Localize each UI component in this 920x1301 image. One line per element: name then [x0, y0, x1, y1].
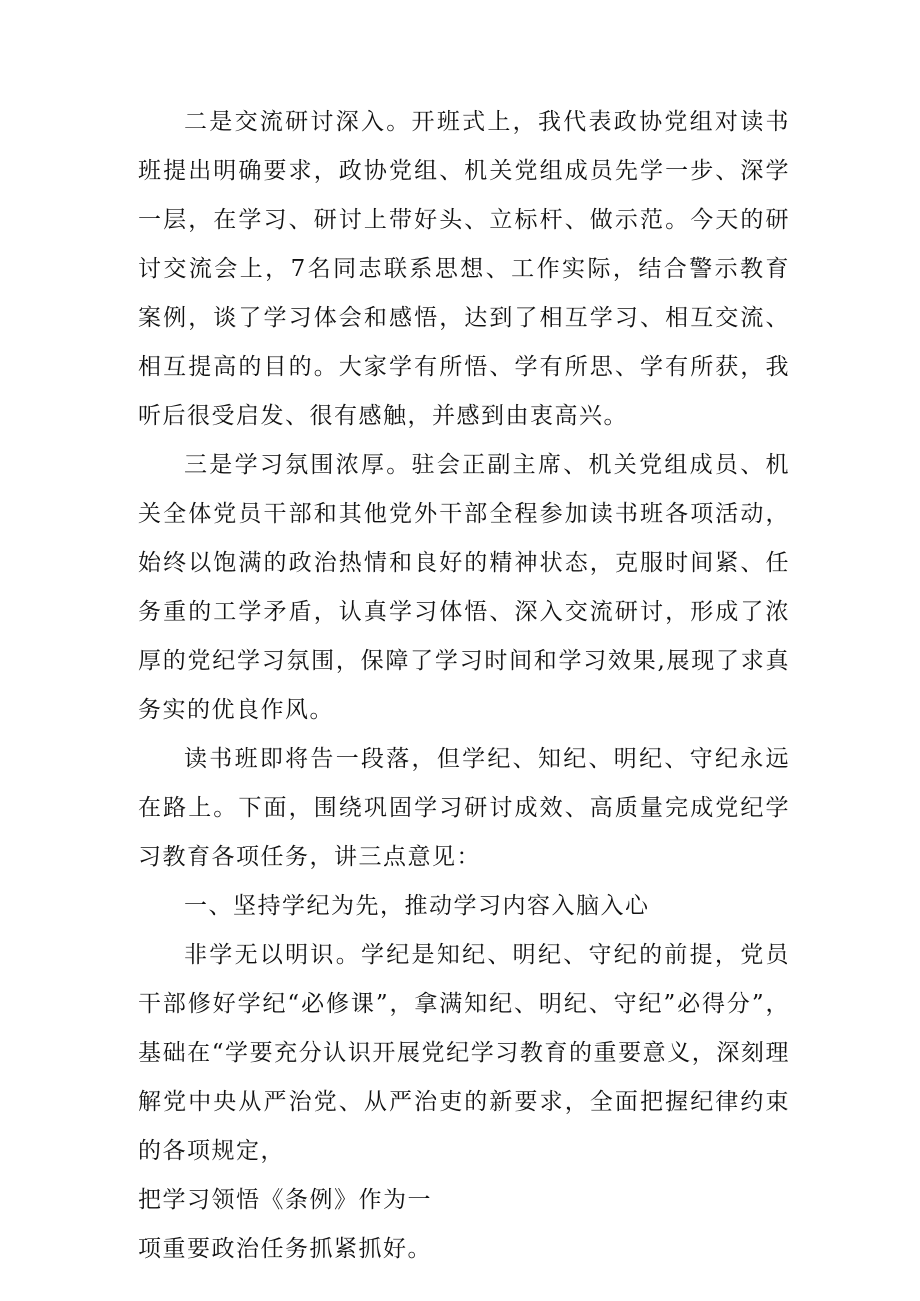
text-line-political-task: 项重要政治任务抓紧抓好。 [138, 1236, 432, 1262]
document-body [138, 98, 790, 1274]
paragraph-three-opinions: 读书班即将告一段落，但学纪、知纪、明纪、守纪永远在路上。下面，围绕巩固学习研讨成效、高质量完成党纪学习教育各项任务，讲三点意见： [138, 746, 790, 870]
text-line-regulations: 把学习领悟《条例》作为一 [138, 1187, 432, 1213]
paragraph-exchange-discussion: 二是交流研讨深入。开班式上，我代表政协党组对读书班提出明确要求，政协党组、机关党组成员先学一步、深学一层，在学习、研讨上带好头、立标杆、做示范。今天的研讨交流会上，7名同志联系思想、工作实际，结合警示教育案例，谈了学习体会和感悟，达到了相互学习、相互交流、相互提高的目的。大家学有所悟、学有所思、学有所获，我听后很受启发、很有感触，并感到由衷高兴。 [138, 109, 790, 429]
paragraph-learning-atmosphere: 三是学习氛围浓厚。驻会正副主席、机关党组成员、机关全体党员干部和其他党外干部全程参加读书班各项活动，始终以饱满的政治热情和良好的精神状态，克服时间紧、任务重的工学矛盾，认真学习体悟、深入交流研讨，形成了浓厚的党纪学习氛围，保障了学习时间和学习效果,展现了求真务实的优良作风。 [138, 452, 790, 723]
section-heading-1: 一、坚持学纪为先，推动学习内容入脑入心 [184, 893, 650, 919]
paragraph-study-first: 非学无以明识。学纪是知纪、明纪、守纪的前提，党员干部修好学纪“必修课”，拿满知纪、明纪、守纪”必得分”，基础在“学要充分认识开展党纪学习教育的重要意义，深刻理解党中央从严治党、从严治吏的新要求，全面把握纪律约束的各项规定， [138, 942, 790, 1164]
